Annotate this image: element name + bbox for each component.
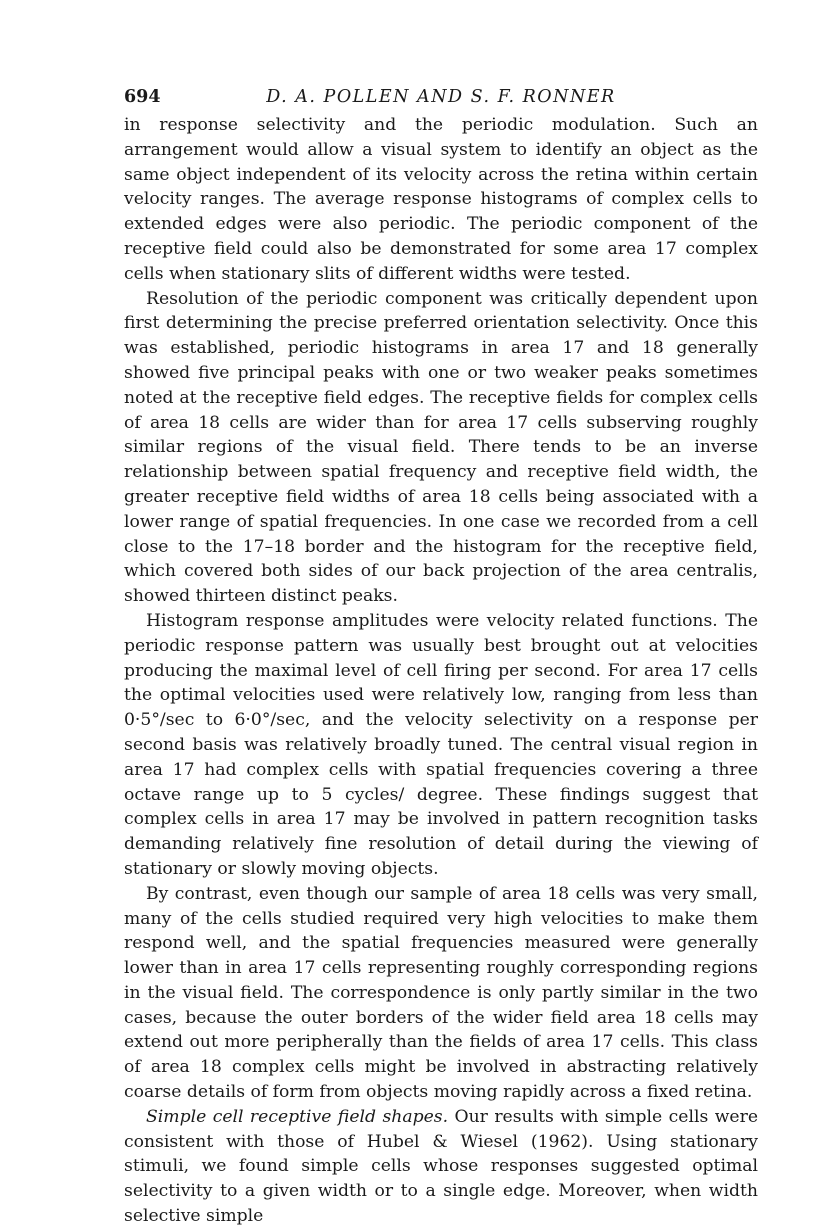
paragraph-continuation: in response selectivity and the periodic modulation. Such an arrangement would allow a visual system to identify an object as the same object independent of its velocity across the retina within certain velocity ranges. The average response histograms of complex cells to extended edges were also periodic. The periodic component of the receptive field could also be demonstrated for some area 17 complex cells when stationary slits of different widths were tested. [124,115,758,284]
paragraph-contrast: By contrast, even though our sample of area 18 cells was very small, many of the cells studied required very high velocities to make them respond well, and the spatial frequencies measured were generally lower than in area 17 cells representing roughly corresponding regions in the visual field. The correspondence is only partly similar in the two cases, because the outer borders of the wider field area 18 cells may extend out more peripherally than the fields of area 17 cells. This class of area 18 complex cells might be involved in abstracting relatively coarse details of form from objects moving rapidly across a fixed retina. [124,883,758,1103]
page [124,84,758,1229]
paragraph-resolution: Resolution of the periodic component was critically dependent upon first determining the precise preferred orientation selectivity. Once this was established, periodic histograms in area 17 and 18 generally showed five principal peaks with one or two weaker peaks sometimes noted at the receptive field edges. The receptive fields for complex cells of area 18 cells are wider than for area 17 cells subserving roughly similar regions of the visual field. There tends to be an inverse relationship between spatial frequency and receptive field width, the greater receptive field widths of area 18 cells being associated with a lower range of spatial frequencies. In one case we recorded from a cell close to the 17–18 border and the histogram for the receptive field, which covered both sides of our back projection of the area centralis, showed thirteen distinct peaks. [124,288,758,607]
running-head [124,84,758,112]
running-title: D. A. POLLEN AND S. F. RONNER [266,87,616,107]
section-run-in-heading: Simple cell receptive field shapes. [146,1106,449,1127]
paragraph-simple-cell [124,1105,758,1229]
paragraph-histogram: Histogram response amplitudes were velocity related functions. The periodic response pattern was usually best brought out at velocities producing the maximal level of cell firing per second. For area 17 cells the optimal velocities used were relatively low, ranging from less than 0·5°/sec to 6·0°/sec, and the velocity selectivity on a response per second basis was relatively broadly tuned. The central visual region in area 17 had complex cells with spatial frequencies covering a three octave range up to 5 cycles/ degree. These findings suggest that complex cells in area 17 may be involved in pattern recognition tasks demanding relatively fine resolution of detail during the viewing of stationary or slowly moving objects. [124,610,758,879]
body-text [124,113,758,1229]
page-number: 694 [124,87,161,107]
paragraph-simple-cell-text: Our results with simple cells were consistent with those of Hubel & Wiesel (1962). Using stationary stimuli, we found simple cells whose responses suggested optimal selectivity to a given width or to a single edge. Moreover, when width selective simple [124,1106,758,1227]
